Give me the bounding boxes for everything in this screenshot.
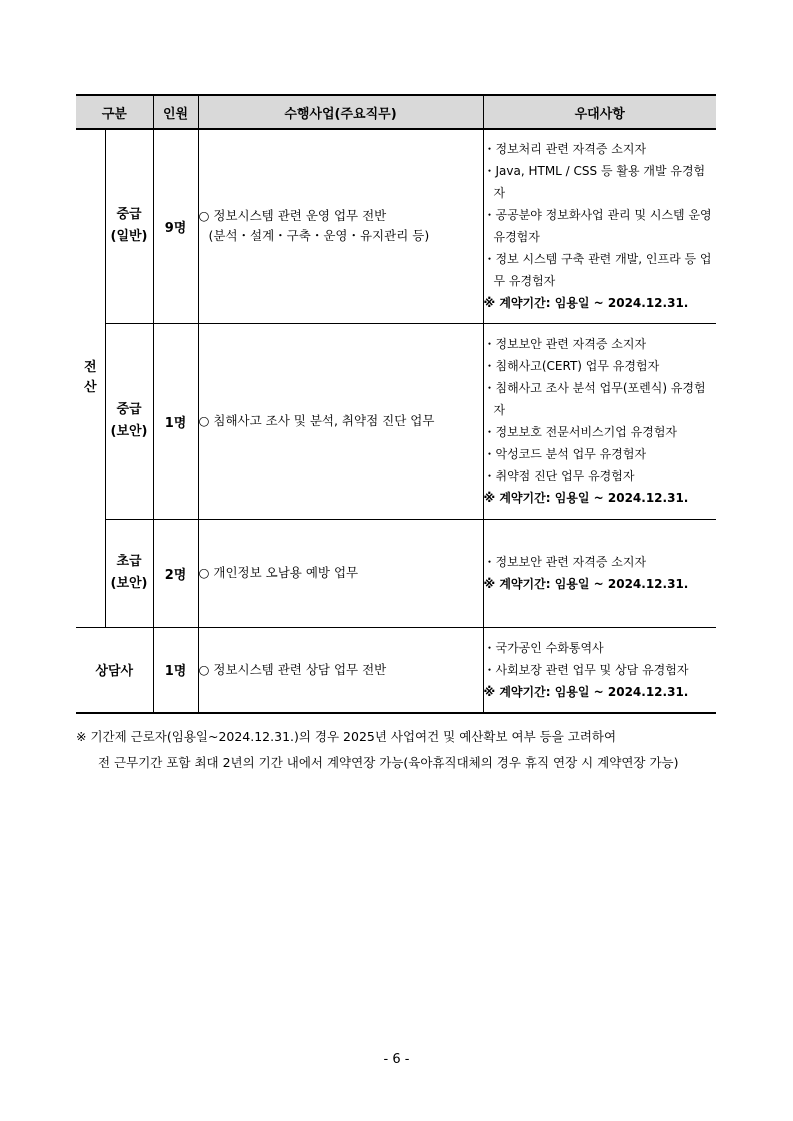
contract-term: ※ 계약기간: 임용일 ~ 2024.12.31. <box>483 684 689 699</box>
preference-item: ・정보 시스템 구축 관련 개발, 인프라 등 업무 유경험자 <box>483 252 712 289</box>
contract-term: ※ 계약기간: 임용일 ~ 2024.12.31. <box>483 296 689 311</box>
headcount-cell: 9명 <box>153 129 198 323</box>
preference-item: ・정보보안 관련 자격증 소지자 <box>483 555 647 569</box>
headcount-cell: 1명 <box>153 323 198 519</box>
headcount-cell: 1명 <box>153 627 198 713</box>
preference-item: ・국가공인 수화통역사 <box>483 640 604 655</box>
category-counselor: 상담사 <box>76 627 153 713</box>
preference-item: ・정보처리 관련 자격증 소지자 <box>483 142 647 157</box>
preference-item: ・사회보장 관련 업무 및 상담 유경험자 <box>483 662 689 677</box>
preference-item: ・침해사고 조사 분석 업무(포렌식) 유경험자 <box>483 381 706 417</box>
duty-cell: ○ 정보시스템 관련 상담 업무 전반 <box>198 627 483 713</box>
grade-cell: 초급 (보안) <box>105 519 153 627</box>
headcount-cell: 2명 <box>153 519 198 627</box>
preference-item: ・공공분야 정보화사업 관리 및 시스템 운영 유경험자 <box>483 208 712 245</box>
footnote-line-1: ※ 기간제 근로자(임용일~2024.12.31.)의 경우 2025년 사업여건 및 예산확보 여부 등을 고려하여 <box>76 729 617 744</box>
preference-cell <box>483 129 716 323</box>
duty-cell: ○ 개인정보 오남용 예방 업무 <box>198 519 483 627</box>
header-category: 구분 <box>76 95 153 129</box>
contract-term: ※ 계약기간: 임용일 ~ 2024.12.31. <box>483 491 689 505</box>
position-table <box>76 94 716 714</box>
preference-item: ・정보보호 전문서비스기업 유경험자 <box>483 425 678 439</box>
preference-cell <box>483 519 716 627</box>
grade-cell: 중급 (보안) <box>105 323 153 519</box>
table-row <box>76 129 716 323</box>
preference-cell <box>483 323 716 519</box>
table-row <box>76 627 716 713</box>
preference-item: ・취약점 진단 업무 유경험자 <box>483 469 635 483</box>
preference-cell <box>483 627 716 713</box>
preference-item: ・침해사고(CERT) 업무 유경험자 <box>483 359 660 373</box>
preference-item: ・악성코드 분석 업무 유경험자 <box>483 447 647 461</box>
page-number: - 6 - <box>383 1052 410 1067</box>
duty-cell: ○ 정보시스템 관련 운영 업무 전반 (분석・설계・구축・운영・유지관리 등) <box>198 129 483 323</box>
table-header-row <box>76 95 716 129</box>
preference-item: ・정보보안 관련 자격증 소지자 <box>483 337 647 351</box>
footnote <box>76 724 736 776</box>
footnote-line-2: 전 근무기간 포함 최대 2년의 기간 내에서 계약연장 가능(육아휴직대체의 경우 휴직 연장 시 계약연장 가능) <box>98 755 679 770</box>
table-row <box>76 323 716 519</box>
contract-term: ※ 계약기간: 임용일 ~ 2024.12.31. <box>483 577 689 591</box>
preference-item: ・Java, HTML / CSS 등 활용 개발 유경험자 <box>483 164 706 201</box>
header-preference: 우대사항 <box>483 95 716 129</box>
header-duty: 수행사업(주요직무) <box>198 95 483 129</box>
duty-cell: ○ 침해사고 조사 및 분석, 취약점 진단 업무 <box>198 323 483 519</box>
grade-cell: 중급 (일반) <box>105 129 153 323</box>
table-row <box>76 519 716 627</box>
category-it: 전 산 <box>76 129 105 627</box>
header-count: 인원 <box>153 95 198 129</box>
